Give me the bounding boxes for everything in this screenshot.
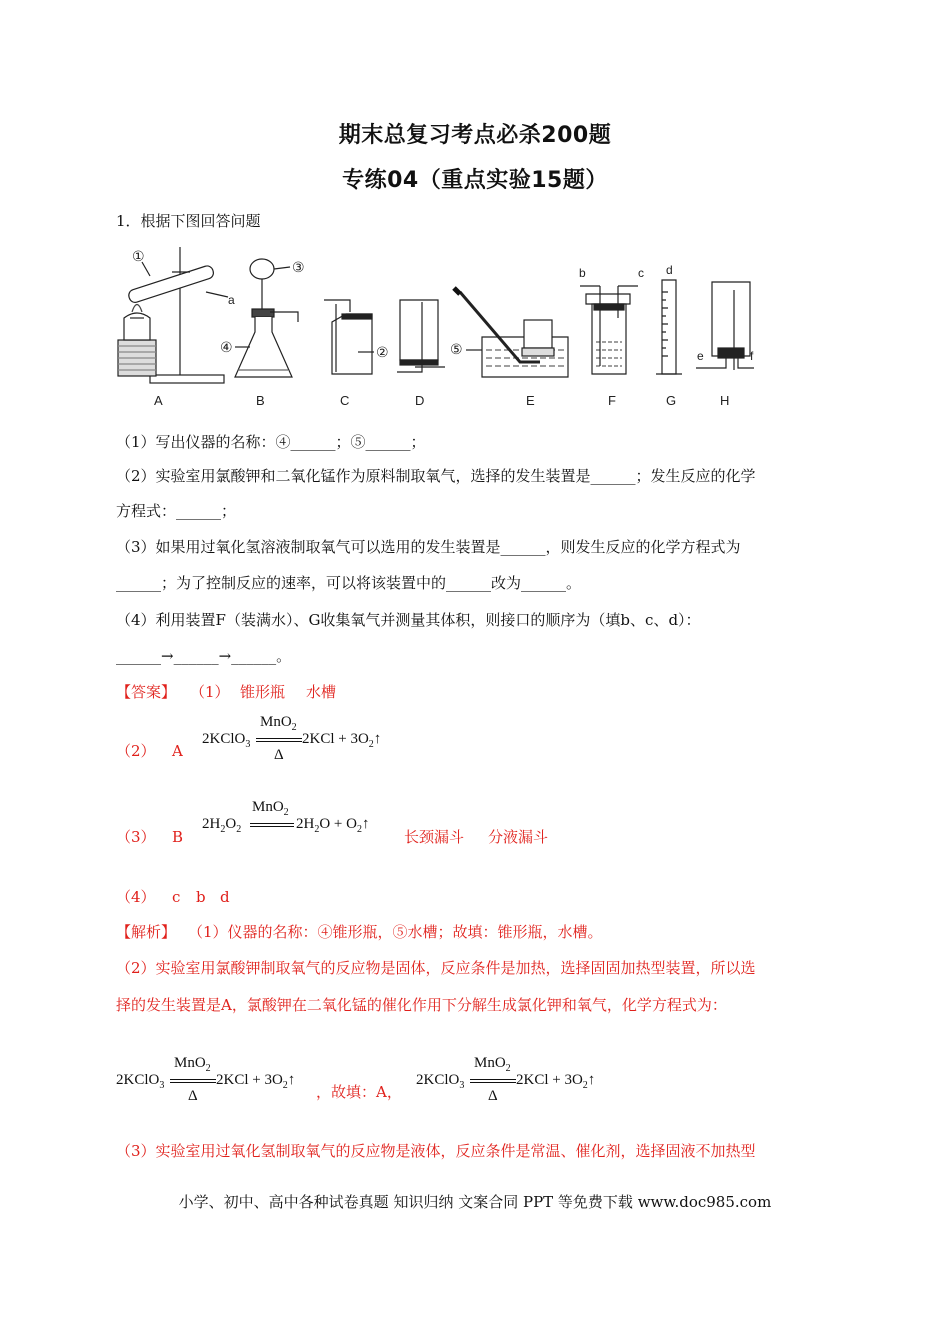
label-1: ① [132,248,145,264]
label-e: e [697,349,704,363]
answer-tag: 【答案】 [116,683,177,701]
label-b: b [579,266,586,280]
answer-3-num: （3） [116,828,156,846]
apparatus-g [656,280,682,374]
answer-1-num: （1） [190,683,230,701]
apparatus-c [324,300,372,374]
answer-4-item-2: b [196,888,206,906]
answer-1-item-2: 水槽 [306,683,337,701]
label-G: G [666,393,677,408]
label-2: ② [376,344,389,360]
answer-3-letter: B [172,828,184,846]
part-2-line1: （2）实验室用氯酸钾和二氧化锰作为原料制取氧气，选择的发生装置是______；发生反应的化学 [116,467,756,485]
label-d: d [666,263,673,277]
label-D: D [415,393,425,408]
apparatus-figure [110,242,770,412]
label-C: C [340,393,350,408]
analysis-fill-text: ，故填：A， [316,1083,402,1101]
apparatus-a [118,247,228,383]
analysis-line-2: （2）实验室用氯酸钾制取氧气的反应物是固体，反应条件是加热，选择固固加热型装置，所以选 [116,959,756,977]
answer-4-num: （4） [116,888,156,906]
answer-2-num: （2） [116,742,156,760]
apparatus-h [696,282,754,370]
answer-4-item-3: d [220,888,230,906]
apparatus-b [235,259,298,377]
equation-kclo3-answer: MnO$_2$ 2KClO$_3$ $2KCl + 3O_2↑$ Δ [202,714,382,763]
answer-2-letter: A [172,742,183,760]
equation-kclo3-analysis-2: MnO$_2$ 2KClO$_3$ $2KCl + 3O_2↑$ Δ [416,1055,596,1104]
label-A: A [154,393,163,408]
answer-3-item-2: 分液漏斗 [488,828,549,846]
label-H: H [720,393,730,408]
label-B: B [256,393,265,408]
analysis-line-4: （3）实验室用过氧化氢制取氧气的反应物是液体，反应条件是常温、催化剂，选择固液不加热型 [116,1142,756,1160]
analysis-tag: 【解析】 [116,923,177,941]
apparatus-d [397,300,445,372]
apparatus-f [580,286,638,374]
answer-1-item-1: 锥形瓶 [240,683,286,701]
label-f: f [750,349,754,363]
part-2-line2: 方程式：______； [116,502,237,520]
label-a: a [228,293,235,307]
answer-4-item-1: c [172,888,181,906]
part-3-line2: ______；为了控制反应的速率，可以将该装置中的______改为______。 [116,574,582,592]
part-1: （1）写出仪器的名称：④______；⑤______； [116,433,426,451]
label-F: F [608,393,616,408]
part-4-line1: （4）利用装置F（装满水）、G收集氧气并测量其体积，则接口的顺序为（填b、c、d）： [116,611,701,629]
analysis-line-3: 择的发生装置是A，氯酸钾在二氧化锰的催化作用下分解生成氯化钾和氧气，化学方程式为： [116,996,727,1014]
equation-h2o2-answer: MnO$_2$ $2H_2O_2$ $2H_2O$ + $O_2↑$ [202,799,370,835]
question-stem: 1．根据下图回答问题 [116,212,261,230]
label-5: ⑤ [450,341,463,357]
part-4-line2: ______→______→______。 [116,647,292,665]
main-title: 期末总复习考点必杀200题 [338,123,612,148]
label-E: E [526,393,535,408]
part-3-line1: （3）如果用过氧化氢溶液制取氧气可以选用的发生装置是______，则发生反应的化学方程式为 [116,538,741,556]
page-footer: 小学、初中、高中各种试卷真题 知识归纳 文案合同 PPT 等免费下载 www.doc985.com [178,1193,772,1211]
apparatus-e [454,288,568,377]
answer-3-item-1: 长颈漏斗 [404,828,465,846]
label-4: ④ [220,339,233,355]
label-3: ③ [292,259,305,275]
analysis-line-1: （1）仪器的名称：④锥形瓶，⑤水槽；故填：锥形瓶，水槽。 [188,923,603,941]
label-c: c [638,266,644,280]
equation-kclo3-analysis-1: MnO$_2$ 2KClO$_3$ $2KCl + 3O_2↑$ Δ [116,1055,296,1104]
sub-title: 专练04（重点实验15题） [342,168,608,193]
